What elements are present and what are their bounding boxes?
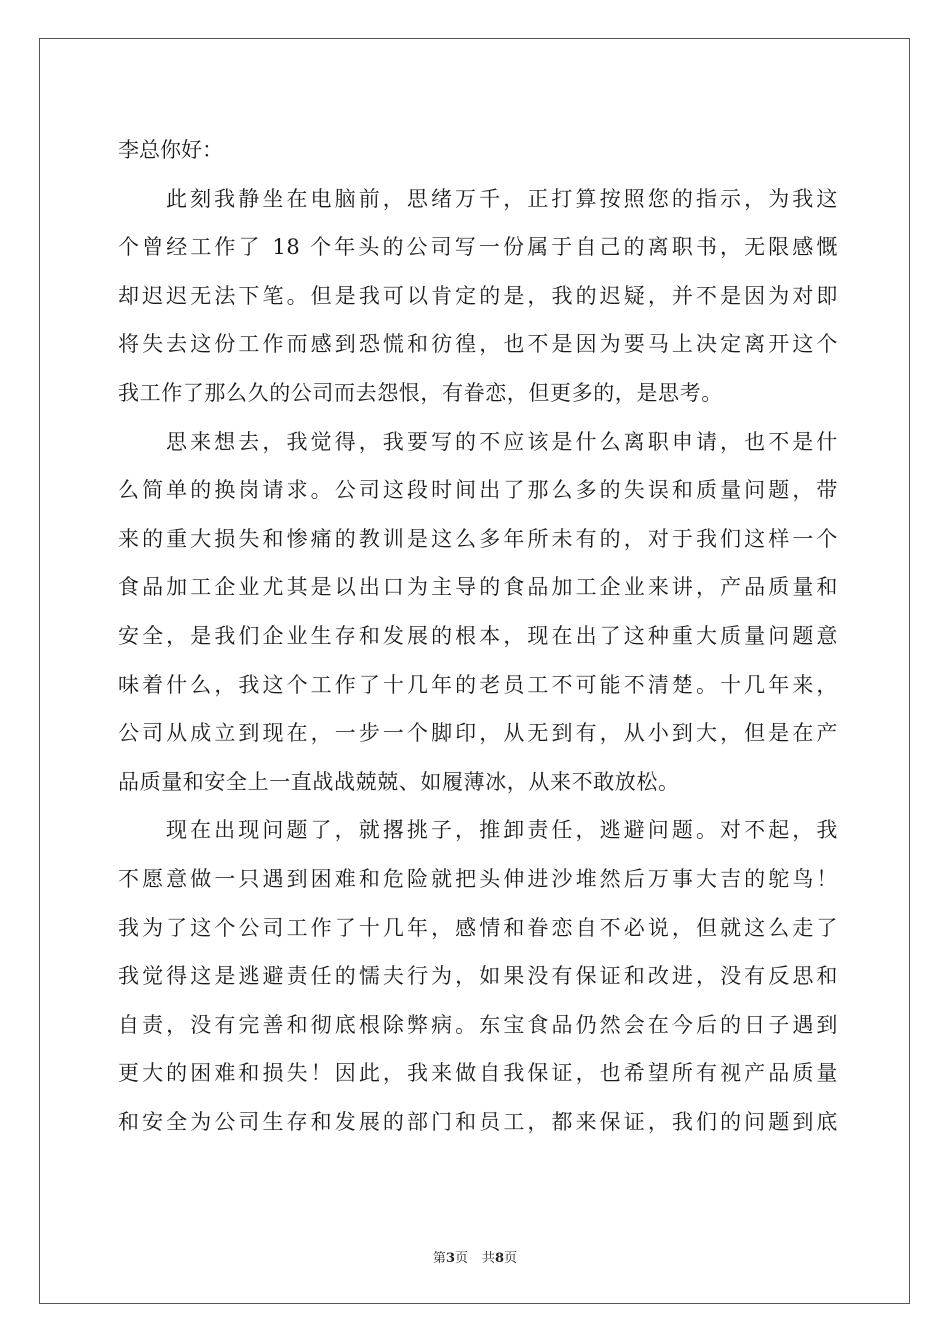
page-suffix: 页 bbox=[454, 1251, 468, 1266]
paragraph-line: 更大的困难和损失！因此，我来做自我保证，也希望所有视产品质量 bbox=[118, 1061, 838, 1086]
paragraph-line: 我觉得这是逃避责任的懦夫行为，如果没有保证和改进，没有反思和 bbox=[118, 964, 838, 989]
paragraph-line: 个曾经工作了 18 个年头的公司写一份属于自己的离职书，无限感慨 bbox=[118, 235, 838, 260]
paragraph-line: 此刻我静坐在电脑前，思绪万千，正打算按照您的指示，为我这 bbox=[166, 186, 838, 211]
paragraph-line: 现在出现问题了，就撂挑子，推卸责任，逃避问题。对不起，我 bbox=[166, 818, 838, 843]
page-footer bbox=[0, 1247, 950, 1266]
paragraph-line: 么简单的换岗请求。公司这段时间出了那么多的失误和质量问题，带 bbox=[118, 478, 838, 503]
total-prefix: 共 bbox=[482, 1251, 496, 1266]
page-prefix: 第 bbox=[432, 1251, 446, 1266]
paragraph-line: 我为了这个公司工作了十几年，感情和眷恋自不必说，但就这么走了 bbox=[118, 915, 838, 940]
paragraph-line: 不愿意做一只遇到困难和危险就把头伸进沙堆然后万事大吉的鸵鸟！ bbox=[118, 866, 838, 891]
letter-body bbox=[118, 126, 838, 1146]
greeting: 李总你好： bbox=[118, 138, 223, 162]
paragraph-2 bbox=[118, 418, 838, 807]
paragraph-line: 将失去这份工作而感到恐慌和彷徨，也不是因为要马上决定离开这个 bbox=[118, 332, 838, 357]
paragraph-line: 味着什么，我这个工作了十几年的老员工不可能不清楚。十几年来， bbox=[118, 672, 838, 697]
paragraph-line: 公司从成立到现在，一步一个脚印，从无到有，从小到大，但是在产 bbox=[118, 721, 838, 746]
page-total-label bbox=[482, 1251, 517, 1266]
paragraph-line: 品质量和安全上一直战战兢兢、如履薄冰，从来不敢放松。 bbox=[118, 769, 680, 794]
paragraph-line: 安全，是我们企业生存和发展的根本，现在出了这种重大质量问题意 bbox=[118, 623, 838, 648]
paragraph-line: 思来想去，我觉得，我要写的不应该是什么离职申请，也不是什 bbox=[166, 429, 838, 454]
paragraph-line: 我工作了那么久的公司而去怨恨，有眷恋，但更多的，是思考。 bbox=[118, 380, 723, 405]
page-current: 3 bbox=[445, 1251, 455, 1266]
page-number bbox=[433, 1251, 468, 1266]
paragraph-line: 自责，没有完善和彻底根除弊病。东宝食品仍然会在今后的日子遇到 bbox=[118, 1012, 838, 1037]
paragraph-1 bbox=[118, 175, 838, 418]
paragraph-line: 食品加工企业尤其是以出口为主导的食品加工企业来讲，产品质量和 bbox=[118, 575, 838, 600]
paragraph-line: 却迟迟无法下笔。但是我可以肯定的是，我的迟疑，并不是因为对即 bbox=[118, 283, 838, 308]
paragraph-line: 和安全为公司生存和发展的部门和员工，都来保证，我们的问题到底 bbox=[118, 1109, 838, 1134]
page-total: 8 bbox=[495, 1251, 505, 1266]
total-suffix: 页 bbox=[504, 1251, 518, 1266]
paragraph-line: 来的重大损失和惨痛的教训是这么多年所未有的，对于我们这样一个 bbox=[118, 526, 838, 551]
paragraph-3 bbox=[118, 806, 838, 1146]
